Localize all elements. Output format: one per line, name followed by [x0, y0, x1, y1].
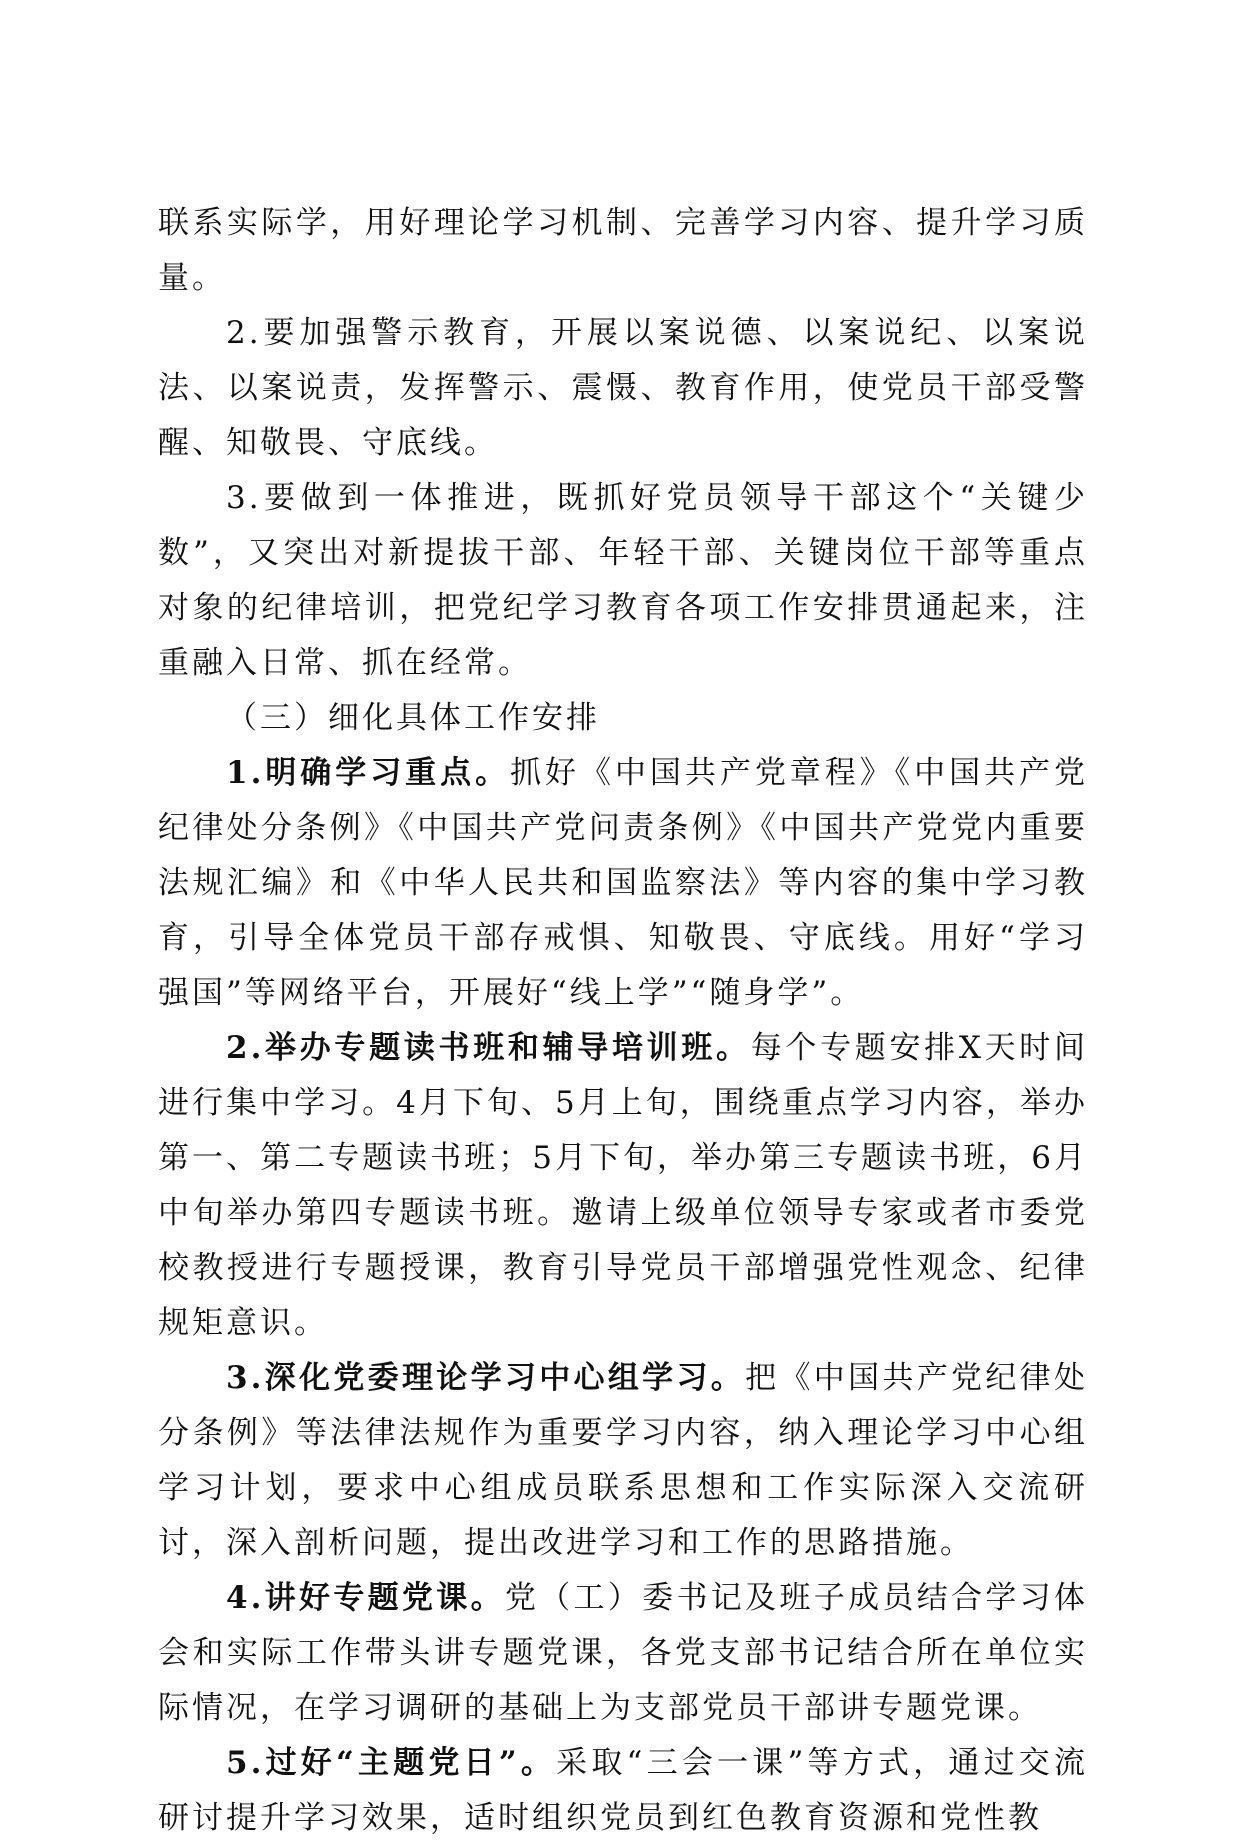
- section-heading-text: （三）细化具体工作安排: [226, 700, 600, 736]
- paragraph-lead: 1.明确学习重点。: [226, 755, 511, 791]
- paragraph-text: 抓好《中国共产党章程》《中国共产党纪律处分条例》《中国共产党问责条例》《中国共产党党内重要法规汇编》和《中华人民共和国监察法》等内容的集中学习教育，引导全体党员干部存戒惧、知敬畏、守底线。用好“学习强国”等网络平台，开展好“线上学”“随身学”。: [158, 755, 1088, 1011]
- paragraph-text: 联系实际学，用好理论学习机制、完善学习内容、提升学习质量。: [158, 205, 1088, 296]
- paragraph: [158, 1351, 1088, 1571]
- paragraph: [158, 471, 1088, 691]
- paragraph: [158, 196, 1088, 306]
- paragraph-text: 把《中国共产党纪律处分条例》等法律法规作为重要学习内容，纳入理论学习中心组学习计划，要求中心组成员联系思想和工作实际深入交流研讨，深入剖析问题，提出改进学习和工作的思路措施。: [158, 1360, 1088, 1561]
- paragraph: [158, 1571, 1088, 1736]
- section-heading: [158, 691, 1088, 746]
- document-body: [158, 196, 1088, 1846]
- paragraph-text: 党（工）委书记及班子成员结合学习体会和实际工作带头讲专题党课，各党支部书记结合所在单位实际情况，在学习调研的基础上为支部党员干部讲专题党课。: [158, 1580, 1088, 1726]
- paragraph-lead: 3.深化党委理论学习中心组学习。: [226, 1360, 746, 1396]
- paragraph: [158, 1736, 1088, 1846]
- paragraph-text: 2.要加强警示教育，开展以案说德、以案说纪、以案说法、以案说责，发挥警示、震慑、教育作用，使党员干部受警醒、知敬畏、守底线。: [158, 315, 1088, 461]
- paragraph-lead: 4.讲好专题党课。: [226, 1580, 505, 1616]
- paragraph: [158, 306, 1088, 471]
- paragraph: [158, 746, 1088, 1021]
- paragraph-text: 采取“三会一课”等方式，通过交流研讨提升学习效果，适时组织党员到红色教育资源和党性教: [158, 1745, 1088, 1836]
- paragraph-lead: 5.过好“主题党日”。: [226, 1745, 557, 1781]
- paragraph-lead: 2.举办专题读书班和辅导培训班。: [226, 1030, 751, 1066]
- paragraph: [158, 1021, 1088, 1351]
- paragraph-text: 每个专题安排X天时间进行集中学习。4月下旬、5月上旬，围绕重点学习内容，举办第一、第二专题读书班；5月下旬，举办第三专题读书班，6月中旬举办第四专题读书班。邀请上级单位领导专家或者市委党校教授进行专题授课，教育引导党员干部增强党性观念、纪律规矩意识。: [158, 1030, 1088, 1341]
- paragraph-text: 3.要做到一体推进，既抓好党员领导干部这个“关键少数”，又突出对新提拔干部、年轻干部、关键岗位干部等重点对象的纪律培训，把党纪学习教育各项工作安排贯通起来，注重融入日常、抓在经常。: [158, 480, 1088, 681]
